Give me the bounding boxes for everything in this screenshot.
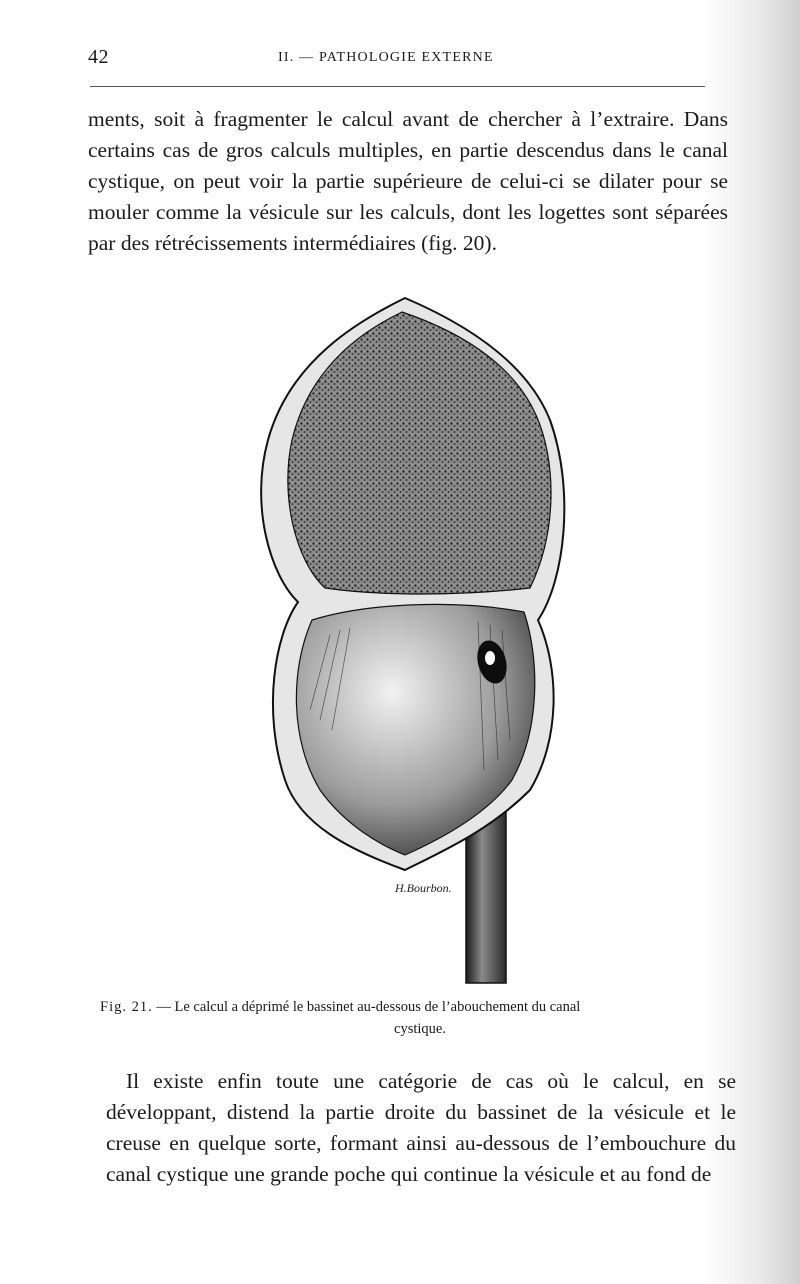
page-header [88,44,728,72]
caption-text-line-2: cystique. [394,1021,446,1037]
figure-label: Fig. 21. [100,999,153,1015]
page-number: 42 [88,46,109,68]
paragraph-bottom: Il existe enfin toute une catégorie de cas où le calcul, en se développant, distend la partie droite du bassinet de la vésicule et le creuse en quelque sorte, formant ainsi au-dessous de l’embouchure du canal cystique une grande poche qui continue la vésicule et au fond de [106,1069,736,1186]
gallbladder-illustration [240,290,590,990]
caption-text-line-1: — Le calcul a déprimé le bassinet au-dessous de l’abouchement du canal [156,999,581,1015]
artist-signature: H.Bourbon. [395,881,452,895]
paragraph-top: ments, soit à fragmenter le calcul avant de chercher à l’extraire. Dans certains cas de gros calculs multiples, en partie descendus dans le canal cystique, on peut voir la partie supérieure de celui-ci se dilater pour se mouler comme la vésicule sur les calculs, dont les logettes sont séparées par des rétrécissements intermédiaires (fig. 20). [88,107,728,255]
figure-caption [100,996,740,1040]
header-rule [90,86,705,87]
running-title: II. — PATHOLOGIE EXTERNE [278,50,494,65]
